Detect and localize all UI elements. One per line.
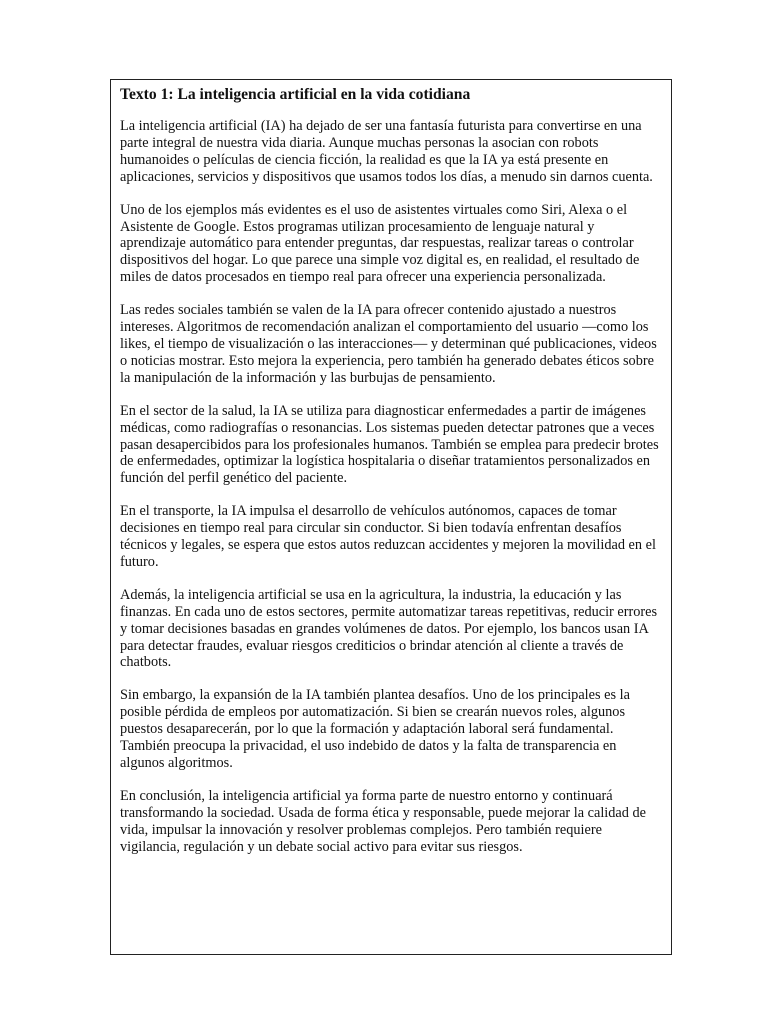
document-frame <box>110 79 672 955</box>
paragraph-health: En el sector de la salud, la IA se utiliza para diagnosticar enfermedades a partir de imágenes médicas, como radiografías o resonancias. Los sistemas pueden detectar patrones que a veces pasan desapercibidos para los profesionales humanos. También se emplea para predecir brotes de enfermedades, optimizar la logística hospitalaria o diseñar tratamientos personalizados en función del perfil genético del paciente. <box>120 402 659 487</box>
paragraph-challenges: Sin embargo, la expansión de la IA también plantea desafíos. Uno de los principales es la posible pérdida de empleos por automatización. Si bien se crearán nuevos roles, algunos puestos desaparecerán, por lo que la formación y adaptación laboral será fundamental. También preocupa la privacidad, el uso indebido de datos y la falta de transparencia en algunos algoritmos. <box>120 687 630 771</box>
paragraph-intro: La inteligencia artificial (IA) ha dejado de ser una fantasía futurista para convertirse en una parte integral de nuestra vida diaria. Aunque muchas personas la asocian con robots humanoides o películas de ciencia ficción, la realidad es que la IA ya está presente en aplicaciones, servicios y dispositivos que usamos todos los días, a menudo sin darnos cuenta. <box>120 118 653 185</box>
paragraph-virtual-assistants: Uno de los ejemplos más evidentes es el uso de asistentes virtuales como Siri, Alexa o el Asistente de Google. Estos programas utilizan procesamiento de lenguaje natural y aprendizaje automático para entender preguntas, dar respuestas, realizar tareas o controlar dispositivos del hogar. Lo que parece una simple voz digital es, en realidad, el resultado de miles de datos procesados en tiempo real para ofrecer una experiencia personalizada. <box>120 201 640 286</box>
document-title: Texto 1: La inteligencia artificial en la vida cotidiana <box>120 86 471 103</box>
paragraph-transport: En el transporte, la IA impulsa el desarrollo de vehículos autónomos, capaces de tomar decisiones en tiempo real para circular sin conductor. Si bien todavía enfrentan desafíos técnicos y legales, se espera que estos autos reduzcan accidentes y mejoren la movilidad en el futuro. <box>120 503 656 570</box>
paragraph-conclusion: En conclusión, la inteligencia artificial ya forma parte de nuestro entorno y continuará transformando la sociedad. Usada de forma ética y responsable, puede mejorar la calidad de vida, impulsar la innovación y resolver problemas complejos. Pero también requiere vigilancia, regulación y un debate social activo para evitar sus riesgos. <box>120 787 646 855</box>
paragraph-social-networks: Las redes sociales también se valen de la IA para ofrecer contenido ajustado a nuestros intereses. Algoritmos de recomendación analizan el comportamiento del usuario —como los likes, el tiempo de visualización o las interacciones— y determinan qué publicaciones, videos o noticias mostrar. Esto mejora la experiencia, pero también ha generado debates éticos sobre la manipulación de la información y las burbujas de pensamiento. <box>120 302 657 386</box>
paragraph-other-sectors: Además, la inteligencia artificial se usa en la agricultura, la industria, la educación y las finanzas. En cada uno de estos sectores, permite automatizar tareas repetitivas, reducir errores y tomar decisiones basadas en grandes volúmenes de datos. Por ejemplo, los bancos usan IA para detectar fraudes, evaluar riesgos crediticios o brindar atención al cliente a través de chatbots. <box>120 586 658 671</box>
